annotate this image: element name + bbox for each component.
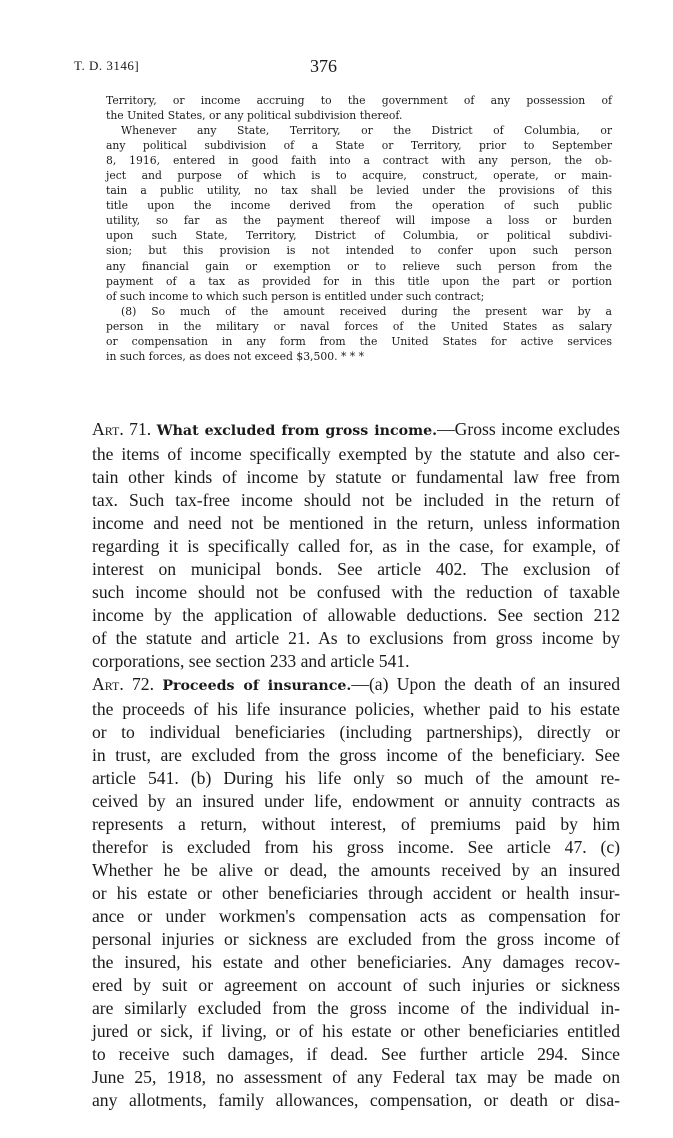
article-71 [74, 418, 620, 673]
text-line: the proceeds of his life insurance policies, whether paid to his estate [92, 699, 620, 719]
text-line: corporations, see section 233 and article 541. [92, 651, 410, 671]
text-line: title upon the income derived from the operation of such public [106, 199, 612, 213]
text-line: jured or sick, if living, or of his estate or other beneficiaries entitled [92, 1021, 620, 1041]
text-line: or to individual beneficiaries (including partnerships), directly or [92, 722, 620, 742]
text-line: (8) So much of the amount received during the present war by a [121, 304, 612, 318]
text-line: or his estate or other beneficiaries through accident or health insur- [92, 883, 620, 903]
text-line: ance or under workmen's compensation acts as compensation for [92, 906, 620, 926]
text-line: ered by suit or agreement on account of such injuries or sickness [92, 975, 620, 995]
text-line: to receive such damages, if dead. See further article 294. Since [92, 1044, 620, 1064]
text-line: or compensation in any form from the United States for active services [106, 334, 612, 348]
text-line: the United States, or any political subdivision thereof. [106, 109, 403, 123]
text-line: payment of a tax as provided for in this title upon the part or portion [106, 274, 612, 288]
text-line: ceived by an insured under life, endowment or annuity contracts as [92, 791, 620, 811]
statute-excerpt [106, 93, 612, 364]
text-line: interest on municipal bonds. See article 402. The exclusion of [92, 559, 620, 579]
text-line: income and need not be mentioned in the return, unless information [92, 513, 620, 533]
text-line: of such income to which such person is entitled under such contract; [106, 289, 485, 303]
text-line: ject and purpose of which is to acquire, construct, operate, or main- [106, 169, 612, 183]
statute-paragraph-3 [106, 304, 612, 364]
text-line: in trust, are excluded from the gross income of the beneficiary. See [92, 745, 620, 765]
text-line: person in the military or naval forces of the United States as salary [106, 319, 612, 333]
text-line: personal injuries or sickness are excluded from the gross income of [92, 929, 620, 949]
article-72-title: Proceeds of insurance. [162, 678, 352, 694]
text-line: any financial gain or exemption or to relieve such person from the [106, 259, 612, 273]
text-line: therefor is excluded from his gross income. See article 47. (c) [92, 837, 620, 857]
text-line: tax. Such tax-free income should not be included in the return of [92, 490, 620, 510]
article-72-first-line [74, 673, 620, 698]
text-line: 8, 1916, entered in good faith into a contract with any person, the ob- [106, 154, 612, 168]
text-line: in such forces, as does not exceed $3,500. * * * [106, 349, 365, 363]
text-line: sion; but this provision is not intended to confer upon such person [106, 244, 612, 258]
article-72 [74, 673, 620, 1112]
text-line: such income should not be confused with the reduction of taxable [92, 582, 620, 602]
article-71-title: What excluded from gross income. [156, 423, 438, 439]
text-line: tain other kinds of income by statute or fundamental law free from [92, 467, 620, 487]
text-line: the insured, his estate and other beneficiaries. Any damages recov- [92, 952, 620, 972]
text-line: the items of income specifically exempted by the statute and also cer- [92, 444, 620, 464]
text-line: June 25, 1918, no assessment of any Federal tax may be made on [92, 1067, 620, 1087]
text-line: Whether he be alive or dead, the amounts received by an insured [92, 860, 620, 880]
text-line: Whenever any State, Territory, or the District of Columbia, or [121, 124, 612, 138]
text-line: are similarly excluded from the gross income of the individual in- [92, 998, 620, 1018]
statute-paragraph-2 [106, 123, 612, 304]
text-line: any allotments, family allowances, compensation, or death or disa- [92, 1090, 620, 1110]
article-71-first-line [74, 418, 620, 443]
text-line: utility, so far as the payment thereof will impose a loss or burden [106, 214, 612, 228]
regulations-text [74, 418, 620, 1112]
text-line: income by the application of allowable deductions. See section 212 [92, 605, 620, 625]
text-line: tain a public utility, no tax shall be levied under the provisions of this [106, 184, 612, 198]
document-id: T. D. 3146] [74, 58, 140, 73]
text-line: upon such State, Territory, District of Columbia, or political subdivi- [106, 229, 612, 243]
statute-paragraph-1 [106, 93, 612, 123]
text-line: any political subdivision of a State or Territory, prior to September [106, 139, 612, 153]
text-line: represents a return, without interest, of premiums paid by him [92, 814, 620, 834]
article-71-lead: —Gross income excludes [437, 419, 620, 439]
article-72-lead: —(a) Upon the death of an insured [351, 674, 620, 694]
text-line: of the statute and article 21. As to exclusions from gross income by [92, 628, 620, 648]
text-line: Territory, or income accruing to the government of any possession of [106, 94, 612, 107]
article-71-label: Art. 71. [92, 419, 152, 439]
article-72-label: Art. 72. [92, 674, 155, 694]
text-line: regarding it is specifically called for, as in the case, for example, of [92, 536, 620, 556]
text-line: article 541. (b) During his life only so much of the amount re- [92, 768, 620, 788]
page-number: 376 [310, 56, 337, 76]
